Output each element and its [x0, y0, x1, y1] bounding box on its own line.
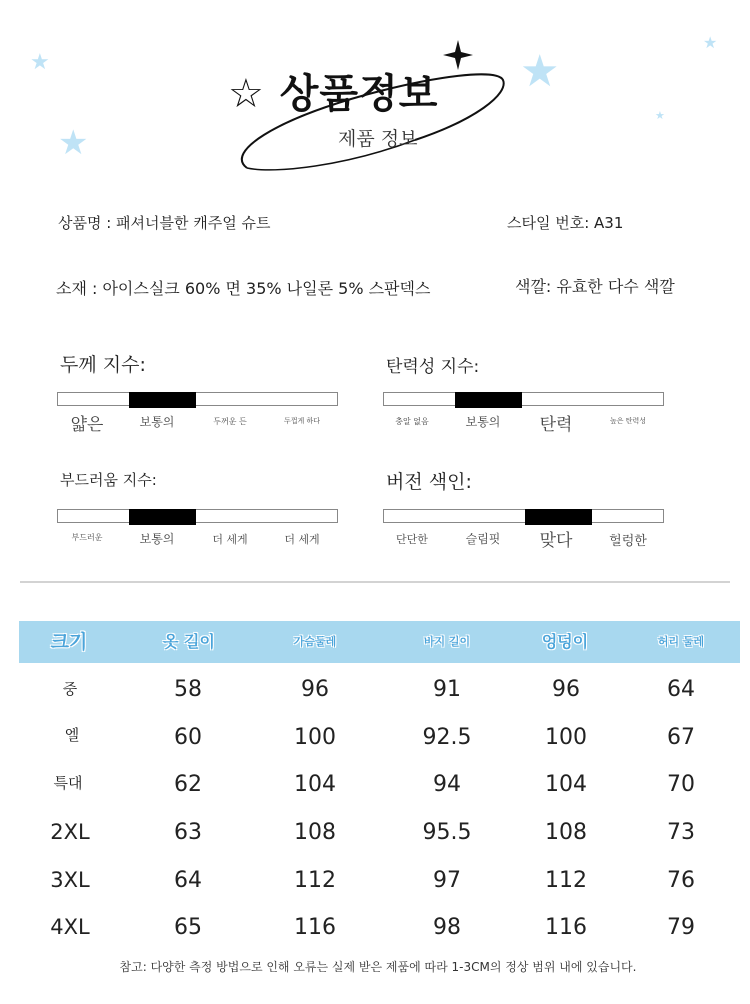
style-number: 스타일 번호: A31: [507, 214, 624, 232]
product-name: 상품명 : 패셔너블한 캐주얼 슈트: [58, 214, 271, 232]
length-value: 58: [174, 677, 202, 702]
size-label: 중: [62, 680, 78, 698]
length-value: 62: [174, 772, 202, 797]
fit-level: 맞다: [539, 531, 573, 551]
header-waist: 허리 둘레: [657, 635, 705, 648]
waist-value: 70: [667, 772, 695, 797]
pants-length-value: 92.5: [422, 725, 472, 750]
pants-length-value: 97: [433, 868, 461, 893]
pants-length-value: 94: [433, 772, 461, 797]
size-table-header: [19, 621, 740, 663]
softness-level: 보통의: [139, 532, 175, 546]
thickness-level: 두껍게 하다: [283, 417, 321, 425]
chest-value: 108: [294, 820, 336, 845]
elasticity-level: 충알 없음: [395, 417, 429, 426]
color-info: 색깔: 유효한 다수 색깔: [515, 277, 675, 296]
fit-level: 슬림핏: [465, 532, 501, 546]
header-pants-length: 바지 길이: [423, 635, 471, 648]
size-label: 엘: [64, 726, 80, 744]
section-divider: [20, 581, 730, 583]
thickness-index-label: 두께 지수:: [60, 354, 146, 376]
header-length: 옷 길이: [163, 632, 215, 651]
chest-value: 116: [294, 915, 336, 940]
thickness-level: 두꺼운 든: [213, 417, 247, 426]
pants-length-value: 95.5: [422, 820, 472, 845]
length-value: 64: [174, 868, 202, 893]
header-hip: 엉덩이: [541, 632, 589, 651]
chest-value: 96: [301, 677, 329, 702]
page-title: ☆ 상품정보: [228, 71, 439, 117]
size-label: 특대: [53, 774, 83, 792]
material: 소재 : 아이스실크 60% 면 35% 나일론 5% 스판덱스: [56, 279, 431, 298]
sparkle-icon: [443, 40, 473, 70]
pants-length-value: 91: [433, 677, 461, 702]
page-subtitle: 제품 정보: [338, 128, 418, 150]
thickness-level: 얇은: [70, 415, 104, 435]
waist-value: 73: [667, 820, 695, 845]
softness-index-bar: [57, 509, 338, 523]
hip-value: 116: [545, 915, 587, 940]
fit-index-label: 버전 색인:: [386, 471, 472, 493]
elasticity-index-bar: [383, 392, 664, 406]
star-icon: ★: [58, 123, 89, 163]
thickness-index-bar: [57, 392, 338, 406]
elasticity-index-label: 탄력성 지수:: [386, 357, 480, 377]
softness-index-label: 부드러움 지수:: [60, 471, 157, 489]
softness-level: 부드러운: [71, 533, 103, 542]
pants-length-value: 98: [433, 915, 461, 940]
elasticity-level: 보통의: [465, 415, 501, 429]
chest-value: 112: [294, 868, 336, 893]
fit-level: 헐렁한: [609, 534, 647, 549]
chest-value: 100: [294, 725, 336, 750]
waist-value: 76: [667, 868, 695, 893]
waist-value: 79: [667, 915, 695, 940]
elasticity-level: 높은 탄력성: [609, 417, 647, 425]
fit-level: 단단한: [396, 533, 428, 546]
elasticity-level: 탄력: [539, 415, 573, 435]
softness-level: 더 세게: [212, 533, 248, 546]
star-icon: ★: [703, 33, 718, 52]
star-icon: ★: [655, 109, 665, 122]
size-label: 3XL: [50, 868, 90, 892]
length-value: 63: [174, 820, 202, 845]
star-icon: ★: [30, 50, 50, 75]
hip-value: 108: [545, 820, 587, 845]
length-value: 60: [174, 725, 202, 750]
waist-value: 64: [667, 677, 695, 702]
measurement-note: 참고: 다양한 측정 방법으로 인해 오류는 실제 받은 제품에 따라 1-3CM의 정상 범위 내에 있습니다.: [119, 960, 637, 974]
size-label: 2XL: [50, 820, 90, 844]
fit-index-fill: [525, 509, 592, 525]
hip-value: 96: [552, 677, 580, 702]
elasticity-index-fill: [455, 392, 522, 408]
thickness-index-fill: [129, 392, 196, 408]
waist-value: 67: [667, 725, 695, 750]
chest-value: 104: [294, 772, 336, 797]
fit-index-bar: [383, 509, 664, 523]
star-icon: ★: [520, 46, 560, 97]
hip-value: 104: [545, 772, 587, 797]
thickness-level: 보통의: [139, 415, 175, 429]
size-label: 4XL: [50, 915, 90, 939]
hip-value: 100: [545, 725, 587, 750]
header-chest: 가슴둘레: [293, 635, 337, 648]
softness-level: 더 세게: [284, 533, 320, 546]
header-size: 크기: [50, 631, 88, 653]
softness-index-fill: [129, 509, 196, 525]
length-value: 65: [174, 915, 202, 940]
hip-value: 112: [545, 868, 587, 893]
